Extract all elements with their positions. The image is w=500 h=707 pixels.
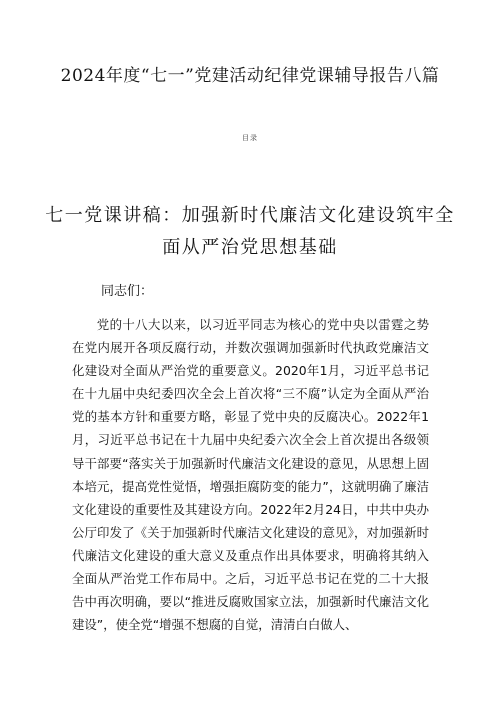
section-title: 七一党课讲稿：加强新时代廉洁文化建设筑牢全面从严治党思想基础 (45, 205, 455, 258)
body-paragraph: 党的十八大以来，以习近平同志为核心的党中央以雷霆之势在党内展开各项反腐行动，并数次强调加强新时代执政党廉洁文化建设对全面从严治党的重要意义。2020年1月，习近平总书记在十九届中央纪委四次全会上首次将“三不腐”认定为全面从严治党的基本方针和重要方略，彰显了党中央的反腐决心。2022年1月，习近平总书记在十九届中央纪委六次全会上首次提出各级领导干部要“落实关于加强新时代廉洁文化建设的意见，从思想上固本培元，提高党性觉悟，增强拒腐防变的能力”，这就明确了廉洁文化建设的重要性及其建设方向。2022年2月24日，中共中央办公厅印发了《关于加强新时代廉洁文化建设的意见》，对加强新时代廉洁文化建设的重大意义及重点作出具体要求，明确将其纳入全面从严治党工作布局中。之后，习近平总书记在党的二十大报告中再次明确，要以“推进反腐败国家立法，加强新时代廉洁文化建设”，使全党“增强不想腐的自觉，清清白白做人、 (72, 317, 429, 633)
salutation: 同志们： (101, 284, 154, 299)
table-of-contents-label: 目录 (242, 134, 258, 142)
document-title: 2024年度“七一”党建活动纪律党课辅导报告八篇 (60, 66, 440, 86)
